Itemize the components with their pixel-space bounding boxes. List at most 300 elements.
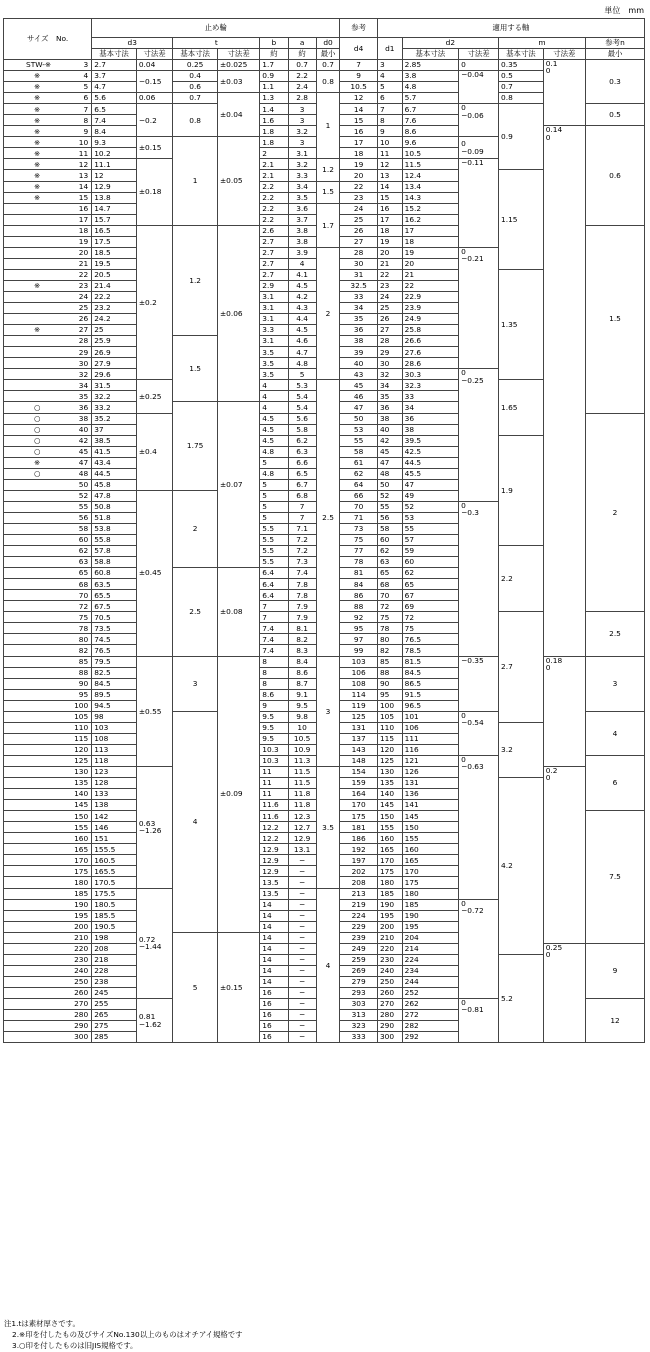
d1-cell: 23 (377, 280, 402, 291)
b-cell: 14 (260, 910, 288, 921)
b-cell: 12.2 (260, 822, 288, 833)
b-cell: 2.2 (260, 192, 288, 203)
size-marker: ※ (34, 148, 41, 158)
d1-cell: 26 (377, 314, 402, 325)
d2-basic-cell: 145 (402, 811, 458, 822)
size-number: 23 (78, 281, 89, 291)
b-cell: 11 (260, 767, 288, 778)
b-cell: 12.9 (260, 855, 288, 866)
d3-tol-cell: ±0.15 (136, 137, 172, 159)
d3-basic-cell: 53.8 (92, 523, 137, 534)
size-marker: ○ (34, 435, 41, 445)
d1-cell: 12 (377, 159, 402, 170)
size-number: 22 (78, 270, 89, 280)
size-cell (4, 402, 92, 413)
size-cell (4, 490, 92, 501)
d3-tol-cell: −0.15 (136, 71, 172, 93)
size-number: 7 (83, 104, 89, 114)
size-cell (4, 225, 92, 236)
m-basic-cell: 1.15 (499, 170, 544, 269)
size-cell (4, 435, 92, 446)
d3-basic-cell: 25 (92, 325, 137, 336)
b-cell: 3.3 (260, 325, 288, 336)
d1-cell: 34 (377, 380, 402, 391)
d2-basic-cell: 32.3 (402, 380, 458, 391)
table-row (4, 656, 645, 667)
a-cell: 2.4 (288, 82, 316, 93)
d3-basic-cell: 16.5 (92, 225, 137, 236)
d1-cell: 5 (377, 82, 402, 93)
d2-basic-cell: 10.5 (402, 148, 458, 159)
d4-cell: 14 (340, 104, 378, 115)
a-cell: − (288, 932, 316, 943)
a-cell: 3.2 (288, 159, 316, 170)
d3-basic-cell: 51.8 (92, 512, 137, 523)
d4-cell: 62 (340, 468, 378, 479)
a-cell: 0.7 (288, 60, 316, 71)
n-header: 参考n (586, 38, 645, 49)
size-number: 9 (83, 126, 89, 136)
d2-basic-cell: 22 (402, 280, 458, 291)
size-marker: ○ (34, 402, 41, 412)
d1-cell: 150 (377, 811, 402, 822)
a-cell: 9.1 (288, 689, 316, 700)
d2-tol-cell: 0 −0.63 (459, 755, 499, 899)
size-marker: ※ (34, 192, 41, 202)
notes (4, 1318, 243, 1352)
size-cell (4, 899, 92, 910)
b-cell: 2.1 (260, 159, 288, 170)
d2-basic-cell: 14.3 (402, 192, 458, 203)
d4-cell: 84 (340, 579, 378, 590)
size-cell (4, 778, 92, 789)
d1-cell: 22 (377, 269, 402, 280)
d4-cell: 18 (340, 148, 378, 159)
size-cell (4, 678, 92, 689)
size-number: 95 (78, 689, 89, 699)
t-tol-cell: ±0.07 (217, 402, 259, 568)
size-cell (4, 291, 92, 302)
d2-basic-cell: 214 (402, 943, 458, 954)
size-number: 26 (78, 314, 89, 324)
a-cell: 10.5 (288, 733, 316, 744)
d1-cell: 6 (377, 93, 402, 104)
d4-cell: 40 (340, 358, 378, 369)
a-cell: 3.4 (288, 181, 316, 192)
d1-cell: 90 (377, 678, 402, 689)
d4-cell: 95 (340, 623, 378, 634)
d2-basic-cell: 9.6 (402, 137, 458, 148)
d2-basic-cell: 34 (402, 402, 458, 413)
d4-cell: 19 (340, 159, 378, 170)
size-cell (4, 623, 92, 634)
d3-basic-cell: 6.5 (92, 104, 137, 115)
size-number: 150 (74, 811, 89, 821)
d3-tol-cell: 0.81 −1.62 (136, 998, 172, 1042)
d4-cell: 269 (340, 965, 378, 976)
size-marker: ※ (34, 281, 41, 291)
d3-tol-cell: ±0.2 (136, 225, 172, 380)
size-number: 8 (83, 115, 89, 125)
d1-cell: 155 (377, 822, 402, 833)
size-number: 75 (78, 612, 89, 622)
m-header: m (499, 38, 586, 49)
m-basic-cell: 0.7 (499, 82, 544, 93)
d1-cell: 19 (377, 236, 402, 247)
d2-basic-cell: 111 (402, 733, 458, 744)
d4-cell: 213 (340, 888, 378, 899)
size-marker: STW-※ (26, 60, 52, 70)
d1-cell: 17 (377, 214, 402, 225)
b-cell: 4.5 (260, 413, 288, 424)
d4-cell: 197 (340, 855, 378, 866)
a-cell: 3.8 (288, 225, 316, 236)
a-cell: 5.4 (288, 391, 316, 402)
size-cell (4, 424, 92, 435)
size-number: 240 (74, 966, 89, 976)
d4-cell: 36 (340, 325, 378, 336)
d4-cell: 25 (340, 214, 378, 225)
size-cell (4, 280, 92, 291)
size-cell (4, 987, 92, 998)
a-cell: − (288, 998, 316, 1009)
d2-basic-cell: 2.85 (402, 60, 458, 71)
d3-tol-cell: ±0.4 (136, 413, 172, 490)
t-tol-cell: ±0.09 (217, 656, 259, 932)
m-tol-cell: 0.1 0 (543, 60, 585, 126)
d3-tol-cell: ±0.45 (136, 490, 172, 656)
d4-cell: 143 (340, 744, 378, 755)
size-cell (4, 523, 92, 534)
d3-tol-cell: −0.2 (136, 104, 172, 137)
b-cell: 5.5 (260, 546, 288, 557)
d2-basic-cell: 5.7 (402, 93, 458, 104)
d4-cell: 99 (340, 645, 378, 656)
b-cell: 7.4 (260, 645, 288, 656)
d3-basic-cell: 84.5 (92, 678, 137, 689)
size-marker: ※ (34, 104, 41, 114)
d2-basic-cell: 180 (402, 888, 458, 899)
d3-basic-cell: 23.2 (92, 303, 137, 314)
b-cell: 7.4 (260, 623, 288, 634)
d3-basic-cell: 24.2 (92, 314, 137, 325)
d4-cell: 12 (340, 93, 378, 104)
a-cell: 11.8 (288, 789, 316, 800)
d1-cell: 58 (377, 523, 402, 534)
size-header: サイズ No. (4, 19, 92, 60)
d4-header: d4 (340, 38, 378, 60)
table-body (4, 60, 645, 1043)
size-cell (4, 258, 92, 269)
a-cell: 4.6 (288, 336, 316, 347)
size-cell (4, 336, 92, 347)
d1-cell: 175 (377, 866, 402, 877)
b-cell: 3.1 (260, 303, 288, 314)
d1-cell: 160 (377, 833, 402, 844)
d1-cell: 78 (377, 623, 402, 634)
d4-cell: 103 (340, 656, 378, 667)
d3-basic-cell: 138 (92, 800, 137, 811)
b-cell: 11.6 (260, 800, 288, 811)
size-number: 12 (78, 159, 89, 169)
d4-cell: 97 (340, 634, 378, 645)
d3-basic-cell: 27.9 (92, 358, 137, 369)
b-cell: 5.5 (260, 523, 288, 534)
d4-cell: 38 (340, 336, 378, 347)
d1-cell: 42 (377, 435, 402, 446)
a-cell: 10 (288, 722, 316, 733)
size-cell (4, 590, 92, 601)
size-number: 210 (74, 933, 89, 943)
size-number: 56 (78, 513, 89, 523)
size-number: 11 (78, 148, 89, 158)
d1-cell: 68 (377, 579, 402, 590)
n-cell: 2 (586, 413, 645, 612)
d2-basic-cell: 195 (402, 921, 458, 932)
d3-tol-cell: 0.04 (136, 60, 172, 71)
d1-cell: 82 (377, 645, 402, 656)
applicable-shaft-header: 適用する軸 (377, 19, 644, 38)
d0-cell: 3.5 (316, 767, 340, 889)
d1-cell: 8 (377, 115, 402, 126)
d4-cell: 39 (340, 347, 378, 358)
d4-cell: 259 (340, 954, 378, 965)
t-tol-cell: ±0.08 (217, 568, 259, 656)
b-cell: 16 (260, 1021, 288, 1032)
size-cell (4, 148, 92, 159)
d2-basic-cell: 136 (402, 789, 458, 800)
size-marker: ※ (34, 71, 41, 81)
m-basic-cell: 4.2 (499, 778, 544, 955)
d3-basic-cell: 128 (92, 778, 137, 789)
d4-cell: 239 (340, 932, 378, 943)
d3-basic-cell: 21.4 (92, 280, 137, 291)
b-cell: 6.4 (260, 590, 288, 601)
size-number: 230 (74, 955, 89, 965)
d2-basic-cell: 234 (402, 965, 458, 976)
d3-basic-cell: 98 (92, 711, 137, 722)
size-cell (4, 115, 92, 126)
size-number: 88 (78, 667, 89, 677)
size-number: 140 (74, 789, 89, 799)
b-cell: 16 (260, 1010, 288, 1021)
m-basic-cell: 3.2 (499, 722, 544, 777)
d1-cell: 65 (377, 568, 402, 579)
a-cell: − (288, 1021, 316, 1032)
d3-basic-cell: 25.9 (92, 336, 137, 347)
d3-basic-cell: 44.5 (92, 468, 137, 479)
size-number: 250 (74, 977, 89, 987)
d1-cell: 14 (377, 181, 402, 192)
d3-basic-cell: 58.8 (92, 557, 137, 568)
d2-basic-cell: 175 (402, 877, 458, 888)
d4-cell: 208 (340, 877, 378, 888)
b-cell: 5.5 (260, 535, 288, 546)
d3-basic-cell: 35.2 (92, 413, 137, 424)
size-cell (4, 1021, 92, 1032)
b-cell: 8 (260, 656, 288, 667)
b-cell: 9.5 (260, 733, 288, 744)
d4-cell: 28 (340, 247, 378, 258)
d3-basic-cell: 180.5 (92, 899, 137, 910)
b-cell: 2.1 (260, 170, 288, 181)
d2-basic-cell: 11.5 (402, 159, 458, 170)
d4-cell: 92 (340, 612, 378, 623)
size-number: 58 (78, 524, 89, 534)
sub-header: 最小 (316, 49, 340, 60)
m-tol-cell: 0.25 0 (543, 943, 585, 1042)
t-header: t (173, 38, 260, 49)
d4-cell: 88 (340, 601, 378, 612)
d3-basic-cell: 57.8 (92, 546, 137, 557)
size-cell (4, 303, 92, 314)
note: 3.○印を付したものは旧JIS規格です。 (12, 1341, 138, 1351)
a-cell: 7 (288, 501, 316, 512)
d3-basic-cell: 55.8 (92, 535, 137, 546)
d1-cell: 105 (377, 711, 402, 722)
d2-basic-cell: 8.6 (402, 126, 458, 137)
d3-basic-cell: 22.2 (92, 291, 137, 302)
b-cell: 3.5 (260, 358, 288, 369)
size-cell (4, 645, 92, 656)
d2-basic-cell: 131 (402, 778, 458, 789)
b-cell: 7 (260, 612, 288, 623)
d3-basic-cell: 82.5 (92, 667, 137, 678)
a-cell: 3.1 (288, 148, 316, 159)
size-number: 90 (78, 678, 89, 688)
b-cell: 2 (260, 148, 288, 159)
d2-basic-cell: 224 (402, 954, 458, 965)
d1-cell: 11 (377, 148, 402, 159)
b-cell: 4 (260, 402, 288, 413)
d2-basic-cell: 55 (402, 523, 458, 534)
d2-basic-cell: 60 (402, 557, 458, 568)
t-tol-cell: ±0.025 (217, 60, 259, 71)
size-cell (4, 822, 92, 833)
sub-header: 基本寸法 (402, 49, 458, 60)
d1-cell: 4 (377, 71, 402, 82)
d4-cell: 154 (340, 767, 378, 778)
a-cell: 8.6 (288, 667, 316, 678)
size-cell (4, 159, 92, 170)
d3-basic-cell: 26.9 (92, 347, 137, 358)
n-cell: 0.3 (586, 60, 645, 104)
t-tol-cell: ±0.05 (217, 137, 259, 225)
d2-basic-cell: 91.5 (402, 689, 458, 700)
d1-cell: 63 (377, 557, 402, 568)
d4-cell: 73 (340, 523, 378, 534)
a-cell: − (288, 888, 316, 899)
a-cell: 3.9 (288, 247, 316, 258)
d1-cell: 70 (377, 590, 402, 601)
size-marker: ※ (34, 170, 41, 180)
a-cell: 10.9 (288, 744, 316, 755)
b-cell: 4 (260, 391, 288, 402)
size-number: 72 (78, 601, 89, 611)
d2-basic-cell: 45.5 (402, 468, 458, 479)
d0-cell: 0.8 (316, 71, 340, 93)
d2-basic-cell: 141 (402, 800, 458, 811)
d2-basic-cell: 42.5 (402, 446, 458, 457)
b-cell: 4.8 (260, 446, 288, 457)
t-basic-cell: 0.25 (173, 60, 218, 71)
size-cell (4, 700, 92, 711)
a-cell: 3.6 (288, 203, 316, 214)
d0-cell: 4 (316, 888, 340, 1043)
d2-basic-cell: 65 (402, 579, 458, 590)
d2-basic-cell: 292 (402, 1032, 458, 1043)
d0-cell: 0.7 (316, 60, 340, 71)
d4-cell: 303 (340, 998, 378, 1009)
size-number: 16 (78, 203, 89, 213)
a-cell: − (288, 965, 316, 976)
a-cell: − (288, 910, 316, 921)
d3-basic-cell: 32.2 (92, 391, 137, 402)
d4-cell: 170 (340, 800, 378, 811)
d2-tol-cell: 0 −0.25 (459, 369, 499, 502)
a-cell: 4.3 (288, 303, 316, 314)
d1-cell: 115 (377, 733, 402, 744)
d1-cell: 110 (377, 722, 402, 733)
size-number: 78 (78, 623, 89, 633)
n-cell: 7.5 (586, 811, 645, 944)
d2-basic-cell: 126 (402, 767, 458, 778)
b-cell: 12.9 (260, 866, 288, 877)
d1-cell: 75 (377, 612, 402, 623)
size-number: 63 (78, 557, 89, 567)
size-number: 36 (78, 402, 89, 412)
size-number: 10 (78, 137, 89, 147)
d1-cell: 30 (377, 358, 402, 369)
m-basic-cell: 0.5 (499, 71, 544, 82)
d3-basic-cell: 228 (92, 965, 137, 976)
d2-tol-cell: 0 −0.21 (459, 247, 499, 369)
a-cell: − (288, 921, 316, 932)
m-tol-cell: 0.18 0 (543, 656, 585, 766)
size-number: 48 (78, 469, 89, 479)
size-cell (4, 247, 92, 258)
d4-cell: 77 (340, 546, 378, 557)
t-basic-cell: 0.8 (173, 104, 218, 137)
d4-cell: 24 (340, 203, 378, 214)
d4-cell: 45 (340, 380, 378, 391)
n-cell: 6 (586, 755, 645, 810)
size-number: 29 (78, 347, 89, 357)
size-cell (4, 866, 92, 877)
d4-cell: 55 (340, 435, 378, 446)
d4-cell: 106 (340, 667, 378, 678)
a-cell: − (288, 987, 316, 998)
d1-cell: 62 (377, 546, 402, 557)
d3-basic-cell: 14.7 (92, 203, 137, 214)
size-cell (4, 192, 92, 203)
d3-basic-cell: 29.6 (92, 369, 137, 380)
b-cell: 7 (260, 601, 288, 612)
a-cell: 6.3 (288, 446, 316, 457)
size-cell (4, 557, 92, 568)
d3-basic-cell: 10.2 (92, 148, 137, 159)
size-number: 60 (78, 535, 89, 545)
b-cell: 2.7 (260, 236, 288, 247)
d1-cell: 36 (377, 402, 402, 413)
d1-cell: 280 (377, 1010, 402, 1021)
size-number: 260 (74, 988, 89, 998)
a-cell: 12.9 (288, 833, 316, 844)
size-cell (4, 1032, 92, 1043)
b-cell: 8 (260, 667, 288, 678)
d3-basic-cell: 18.5 (92, 247, 137, 258)
d4-cell: 43 (340, 369, 378, 380)
